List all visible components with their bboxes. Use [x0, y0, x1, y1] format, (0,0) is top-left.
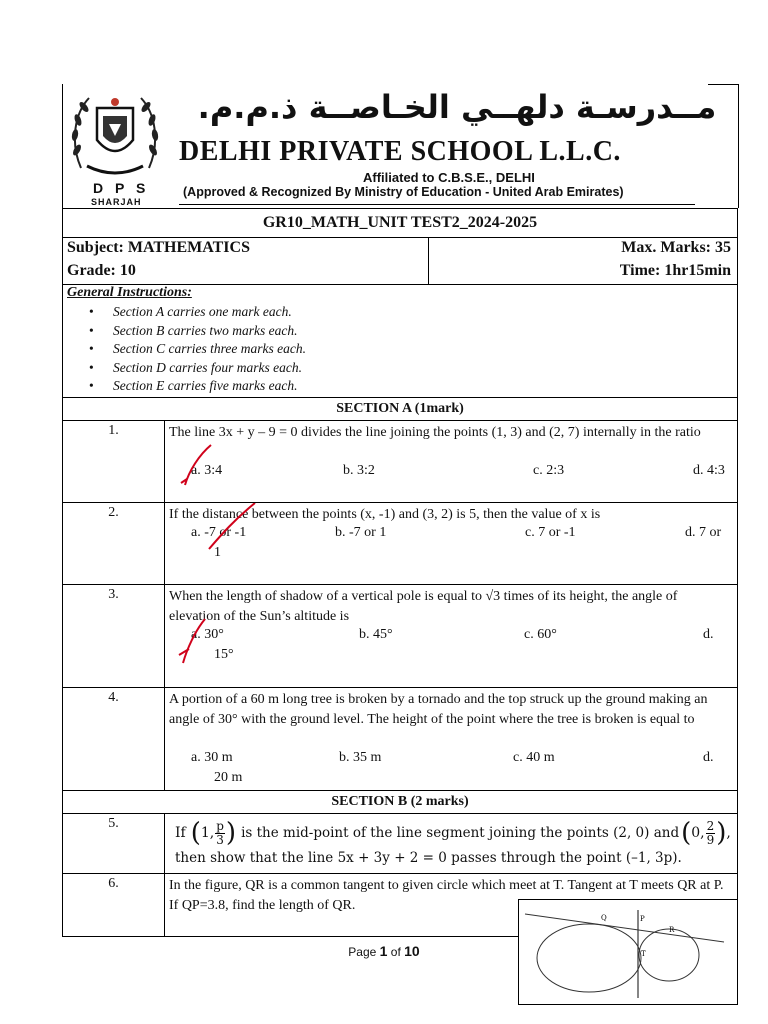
- option-d: d.: [703, 750, 714, 765]
- footer-page-number: 1: [379, 943, 388, 959]
- question-text: The line 3x + y – 9 = 0 divides the line joining the points (1, 3) and (2, 7) internally in the ratio: [169, 425, 701, 440]
- question-row: [62, 502, 738, 585]
- time-label: Time: 1hr15min: [619, 262, 731, 279]
- question-row: [62, 687, 738, 791]
- header-divider: [179, 204, 695, 205]
- school-name: DELHI PRIVATE SCHOOL L.L.C.: [179, 136, 621, 167]
- red-check-mark: [203, 503, 263, 553]
- grade-label: Grade: 10: [67, 262, 136, 279]
- school-name-arabic: مــدرسـة دلهــي الخـاصــة ذ.م.م.: [197, 88, 717, 126]
- option-a: a. -7 or -1: [191, 525, 247, 540]
- border-line: [708, 84, 738, 85]
- logo-sharjah-text: SHARJAH: [91, 197, 142, 207]
- option-d: d.: [703, 627, 714, 642]
- school-crest-logo: [69, 90, 161, 182]
- instruction-item: • Section D carries four marks each.: [89, 359, 306, 378]
- subject-label: Subject: MATHEMATICS: [67, 239, 250, 256]
- label-t: T: [641, 950, 646, 958]
- label-q: Q: [601, 914, 607, 922]
- page-footer: [0, 943, 768, 959]
- label-r: R: [669, 926, 675, 934]
- option-d: d. 4:3: [693, 463, 725, 478]
- option-c: c. 7 or -1: [525, 525, 576, 540]
- question-number: 1.: [108, 423, 119, 438]
- fraction: p 3: [216, 818, 224, 847]
- school-header: [62, 84, 739, 208]
- option-b: b. 45°: [359, 627, 393, 642]
- option-b: b. 3:2: [343, 463, 375, 478]
- option-a: a. 3:4: [191, 463, 223, 478]
- label-p: P: [640, 915, 645, 923]
- footer-page-label: Page: [348, 945, 377, 959]
- instruction-item: • Section A carries one mark each.: [89, 303, 306, 322]
- option-c: c. 40 m: [513, 750, 555, 765]
- option-d: d. 7 or: [685, 525, 722, 540]
- question-number: 5.: [108, 816, 119, 831]
- approval-text: (Approved & Recognized By Ministry of Education - United Arab Emirates): [183, 185, 624, 199]
- option-b: b. 35 m: [339, 750, 382, 765]
- question-number: 6.: [108, 876, 119, 891]
- question-number: 4.: [108, 690, 119, 705]
- section-a-header: SECTION A (1mark): [62, 397, 738, 421]
- option-c: c. 60°: [524, 627, 557, 642]
- question-row: [62, 420, 738, 503]
- red-check-mark: [177, 441, 217, 489]
- max-marks-label: Max. Marks: 35: [621, 239, 731, 256]
- affiliation-text: Affiliated to C.B.S.E., DELHI: [363, 170, 535, 185]
- question-number: 3.: [108, 587, 119, 602]
- instruction-item: • Section B carries two marks each.: [89, 322, 306, 341]
- footer-total-pages: 10: [404, 943, 420, 959]
- footer-of-label: of: [390, 945, 401, 959]
- border-line: [738, 84, 739, 208]
- option-c: c. 2:3: [533, 463, 565, 478]
- test-title: GR10_MATH_UNIT TEST2_2024-2025: [62, 208, 738, 238]
- option-a: a. 30 m: [191, 750, 233, 765]
- instructions-list: [89, 303, 306, 396]
- logo-dps-text: D P S: [93, 180, 150, 196]
- question-row: [62, 584, 738, 688]
- question-text: A portion of a 60 m long tree is broken by a tornado and the top struck up the ground making an angle of 30° with the ground level. The height of the point where the tree is broken is equal to: [169, 692, 708, 727]
- instruction-item: • Section E carries five marks each.: [89, 377, 306, 396]
- option-a: a. 30°: [191, 627, 224, 642]
- option-b: b. -7 or 1: [335, 525, 387, 540]
- question-text: If ( 1, p 3 ) is the mid-point of the line segment joining the points (2, 0) and ( 0, 2 9 ) ,: [175, 818, 731, 848]
- question-text: When the length of shadow of a vertical pole is equal to √3 times of its height, the angle of elevation of the Sun’s altitude is: [169, 589, 678, 624]
- option-d-continued: 20 m: [214, 770, 243, 785]
- instructions-title: General Instructions:: [67, 285, 192, 300]
- question-number: 2.: [108, 505, 119, 520]
- option-d-continued: 1: [214, 545, 221, 560]
- question-text: If the distance between the points (x, -1) and (3, 2) is 5, then the value of x is: [169, 507, 601, 522]
- instruction-item: • Section C carries three marks each.: [89, 340, 306, 359]
- subject-row: [62, 237, 738, 285]
- question-row: [62, 813, 738, 874]
- general-instructions: [62, 284, 738, 398]
- fraction: 2 9: [706, 818, 715, 847]
- option-d-continued: 15°: [214, 647, 234, 662]
- question-text: In the figure, QR is a common tangent to given circle which meet at T. Tangent at T meets QR at P. If QP=3.8, find the length of QR.: [169, 878, 724, 913]
- question-text-line2: then show that the line 5x + 3y + 2 = 0 passes through the point (–1, 3p).: [175, 850, 682, 866]
- section-b-header: SECTION B (2 marks): [62, 790, 738, 814]
- red-check-mark: [175, 615, 215, 667]
